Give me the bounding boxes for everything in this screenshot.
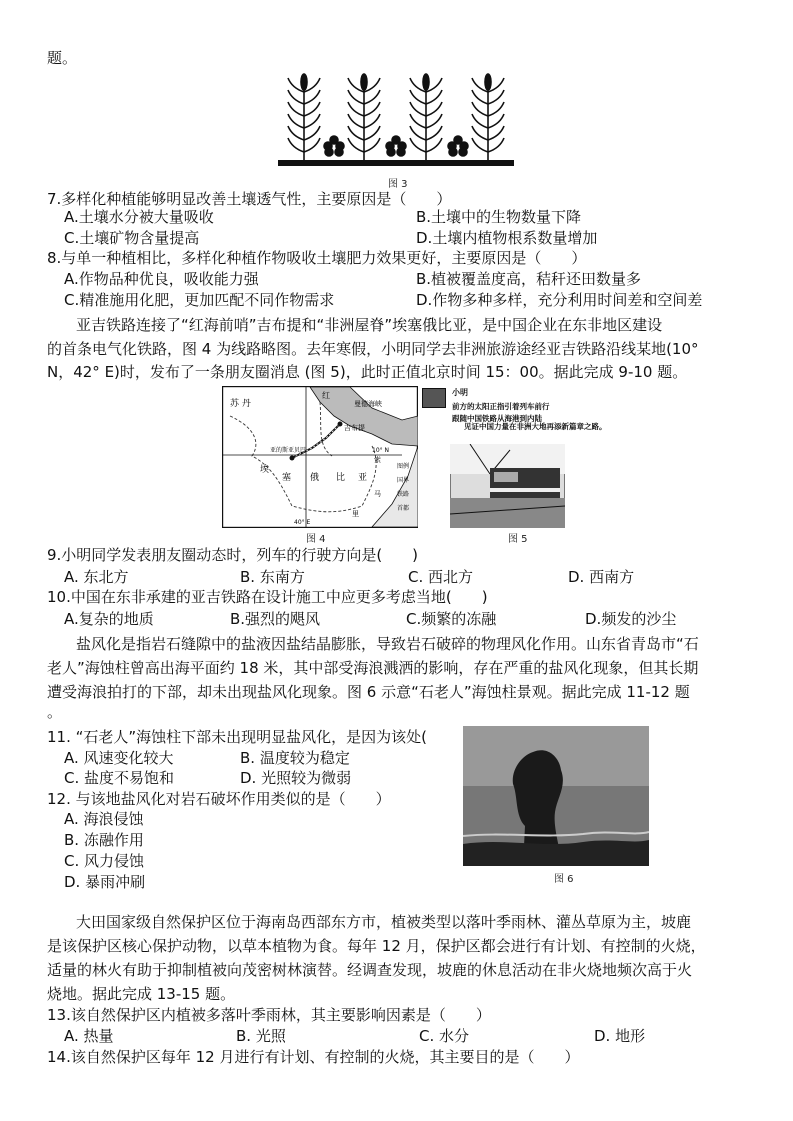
passage-3-line-2: 老人”海蚀柱曾高出海平面约 18 米，其中部受海浪溅洒的影响，存在严重的盐风化现象，但其长期 xyxy=(47,659,699,677)
q7-option-a: A.土壤水分被大量吸收 xyxy=(64,208,214,226)
q13-option-c: C. 水分 xyxy=(419,1027,470,1045)
figure-6-caption: 图 6 xyxy=(554,874,574,885)
q8-option-c: C.精准施用化肥，更加匹配不同作物需求 xyxy=(64,291,335,309)
q9-option-d: D. 西南方 xyxy=(568,568,635,586)
q7-option-b: B.土壤中的生物数量下降 xyxy=(416,208,582,226)
q9-option-c: C. 西北方 xyxy=(408,568,474,586)
passage-2-line-2: 的首条电气化铁路，图 4 为线路略图。去年寒假，小明同学去非洲旅游途经亚吉铁路沿线某地(10° xyxy=(47,340,699,358)
figure-6-sea-stack xyxy=(463,726,649,866)
passage-2-line-3: N，42° E)时，发布了一条朋友圈消息 (图 5)，此时正值北京时间 15：00。据此完成 9-10 题。 xyxy=(47,363,688,381)
map-label-ethiopia-4: 比 xyxy=(336,473,346,483)
q10-option-b: B.强烈的飓风 xyxy=(230,610,321,628)
map-legend-railway: 铁路 xyxy=(397,491,410,498)
passage-3-line-4: 。 xyxy=(47,703,63,721)
post-text-2: 跟随中国铁路从海港到内陆 xyxy=(452,414,542,423)
q11-option-b: B. 温度较为稳定 xyxy=(240,749,350,767)
q8-option-a: A.作物品种优良，吸收能力强 xyxy=(64,270,259,288)
figure-4-caption: 图 4 xyxy=(306,534,326,545)
question-13: 13.该自然保护区内植被多落叶季雨林，其主要影响因素是（ ） xyxy=(47,1006,491,1024)
map-label-ethiopia-2: 塞 xyxy=(282,473,292,483)
post-user: 小明 xyxy=(452,388,468,397)
figure-4-map xyxy=(222,386,418,528)
q11-option-a: A. 风速变化较大 xyxy=(64,749,174,767)
question-12: 12. 与该地盐风化对岩石破坏作用类似的是（ ） xyxy=(47,790,391,808)
q7-option-c: C.土壤矿物含量提高 xyxy=(64,229,200,247)
map-label-ethiopia-3: 俄 xyxy=(310,473,320,483)
q10-option-c: C.频繁的冻融 xyxy=(406,610,497,628)
q12-option-c: C. 风力侵蚀 xyxy=(64,852,145,870)
passage-4-line-4: 烧地。据此完成 13-15 题。 xyxy=(47,985,236,1003)
question-9: 9.小明同学发表朋友圈动态时，列车的行驶方向是( ) xyxy=(47,546,419,564)
passage-4-line-2: 是该保护区核心保护动物，以草本植物为食。每年 12 月，保护区都会进行有计划、有控制的火烧， xyxy=(47,937,706,955)
q13-option-b: B. 光照 xyxy=(236,1027,286,1045)
map-label-red-sea: 红 xyxy=(322,391,330,400)
post-text-3: 见证中国力量在非洲大地再添新篇章之路。 xyxy=(464,422,607,431)
passage-4-line-1: 大田国家级自然保护区位于海南岛西部东方市，植被类型以落叶季雨林、灌丛草原为主，坡鹿 xyxy=(76,913,692,931)
question-14: 14.该自然保护区每年 12 月进行有计划、有控制的火烧，其主要目的是（ ） xyxy=(47,1048,580,1066)
post-text-1: 前方的太阳正指引着列车前行 xyxy=(452,402,550,411)
q11-option-c: C. 盐度不易饱和 xyxy=(64,769,175,787)
post-train-photo xyxy=(450,444,565,528)
q13-option-a: A. 热量 xyxy=(64,1027,114,1045)
map-label-ethiopia-5: 亚 xyxy=(358,473,368,483)
map-legend-capital: 首都 xyxy=(397,505,410,512)
map-legend-title: 图例 xyxy=(397,463,410,470)
map-label-somalia-2: 马 xyxy=(374,490,381,498)
q9-option-a: A. 东北方 xyxy=(64,568,129,586)
map-label-sudan: 苏 丹 xyxy=(230,399,251,409)
q12-option-d: D. 暴雨冲刷 xyxy=(64,873,146,891)
map-label-djibouti: 吉布提 xyxy=(344,424,365,432)
q10-option-a: A.复杂的地质 xyxy=(64,610,154,628)
figure-5-post xyxy=(420,386,620,528)
q12-option-a: A. 海浪侵蚀 xyxy=(64,810,144,828)
q12-option-b: B. 冻融作用 xyxy=(64,831,144,849)
passage-4-line-3: 适量的林火有助于抑制植被向茂密树林演替。经调查发现，坡鹿的休息活动在非火烧地频次高于火 xyxy=(47,961,693,979)
question-10: 10.中国在东非承建的亚吉铁路在设计施工中应更多考虑当地( ) xyxy=(47,588,488,606)
q7-option-d: D.土壤内植物根系数量增加 xyxy=(416,229,598,247)
q13-option-d: D. 地形 xyxy=(594,1027,646,1045)
q11-option-d: D. 光照较为微弱 xyxy=(240,769,352,787)
post-avatar xyxy=(422,388,446,408)
passage-3-line-3: 遭受海浪拍打的下部，却未出现盐风化现象。图 6 示意“石老人”海蚀柱景观。据此完成 11-12 题 xyxy=(47,683,690,701)
question-11: 11. “石老人”海蚀柱下部未出现明显盐风化，是因为该处( xyxy=(47,728,428,746)
figure-3-caption: 图 3 xyxy=(388,179,408,190)
map-label-somalia-1: 索 xyxy=(374,456,381,464)
map-label-somalia-3: 里 xyxy=(352,510,359,518)
question-7: 7.多样化种植能够明显改善土壤透气性，主要原因是（ ） xyxy=(47,190,452,208)
map-label-addis: 亚的斯亚贝巴 xyxy=(270,447,307,454)
passage-3-line-1: 盐风化是指岩石缝隙中的盐液因盐结晶膨胀，导致岩石破碎的物理风化作用。山东省青岛市“石 xyxy=(76,635,699,653)
map-label-ethiopia-1: 埃 xyxy=(260,465,270,475)
question-8: 8.与单一种植相比，多样化种植作物吸收土壤肥力效果更好，主要原因是（ ） xyxy=(47,249,587,267)
intro-tail: 题。 xyxy=(47,49,78,67)
passage-2-line-1: 亚吉铁路连接了“红海前哨”吉布提和“非洲屋脊”埃塞俄比亚，是中国企业在东非地区建设 xyxy=(76,316,663,334)
figure-5-caption: 图 5 xyxy=(508,534,528,545)
map-label-longitude: 40° E xyxy=(294,519,311,526)
q8-option-d: D.作物多种多样，充分利用时间差和空间差 xyxy=(416,291,703,309)
figure-3-crops xyxy=(276,72,516,172)
map-legend-border: 国界 xyxy=(397,477,410,484)
q9-option-b: B. 东南方 xyxy=(240,568,305,586)
map-label-latitude: 10° N xyxy=(372,447,390,454)
map-label-mandeb: 曼德海峡 xyxy=(354,400,382,408)
q10-option-d: D.频发的沙尘 xyxy=(585,610,677,628)
q8-option-b: B.植被覆盖度高，秸秆还田数量多 xyxy=(416,270,642,288)
